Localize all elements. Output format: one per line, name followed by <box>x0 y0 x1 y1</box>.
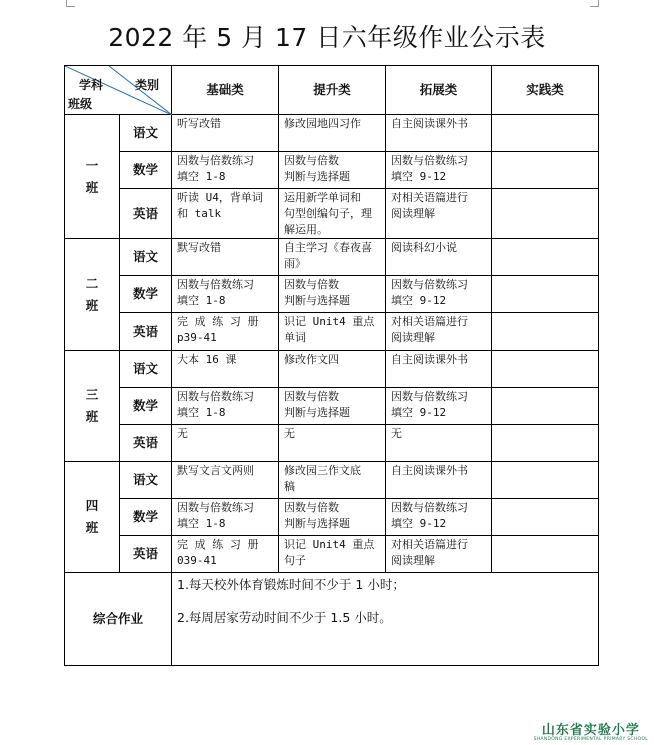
cell-text-line: 因数与倍数练习 <box>391 154 468 167</box>
homework-cell-improve: 修改作文四 <box>279 351 386 388</box>
cell-text-line: 039-41 <box>177 554 217 567</box>
table-row <box>65 115 599 152</box>
homework-cell-basic <box>172 388 279 425</box>
cell-text-line: 填空 9-12 <box>391 517 447 530</box>
subject-cell: 英语 <box>120 536 172 573</box>
homework-cell-practice <box>492 351 599 388</box>
homework-table <box>64 65 599 666</box>
cell-text-line: 句型创编句子，理 <box>284 207 372 220</box>
homework-cell-basic <box>172 189 279 239</box>
homework-cell-practice <box>492 276 599 313</box>
cell-text-line: 因数与倍数练习 <box>177 501 254 514</box>
cell-text-line: 判断与选择题 <box>284 517 350 530</box>
school-logo-english: SHANDONG EXPERIMENTAL PRIMARY SCHOOL <box>533 737 648 742</box>
cell-text-line: 识记 Unit4 重点 <box>284 315 375 328</box>
homework-cell-practice <box>492 536 599 573</box>
homework-cell-improve <box>279 189 386 239</box>
table-row <box>65 351 599 388</box>
cell-text-line: 对相关语篇进行 <box>391 538 468 551</box>
cell-text-line: 因数与倍数练习 <box>177 278 254 291</box>
subject-cell: 数学 <box>120 276 172 313</box>
subject-cell: 英语 <box>120 313 172 351</box>
school-logo <box>534 719 648 742</box>
cell-text-line: 句子 <box>284 554 306 567</box>
subject-cell: 语文 <box>120 351 172 388</box>
cell-text-line: 填空 1-8 <box>177 294 226 307</box>
class-name-line: 二 <box>85 275 99 291</box>
cell-text-line: 因数与倍数 <box>284 390 339 403</box>
table-row <box>65 425 599 462</box>
cell-text-line: 对相关语篇进行 <box>391 315 468 328</box>
homework-cell-extend <box>386 189 492 239</box>
homework-cell-improve <box>279 239 386 276</box>
homework-cell-practice <box>492 313 599 351</box>
column-header-improve: 提升类 <box>279 66 386 115</box>
cell-text-line: 判断与选择题 <box>284 406 350 419</box>
cell-text-line: 填空 9-12 <box>391 294 447 307</box>
homework-cell-extend <box>386 152 492 189</box>
corner-label-category: 类别 <box>135 78 160 92</box>
corner-header-cell <box>65 66 172 115</box>
cell-text-line: p39-41 <box>177 331 217 344</box>
cell-text-line: 填空 1-8 <box>177 406 226 419</box>
homework-cell-basic <box>172 313 279 351</box>
cell-text-line: 填空 1-8 <box>177 517 226 530</box>
cell-text-line: 因数与倍数练习 <box>391 278 468 291</box>
table-row <box>65 152 599 189</box>
homework-cell-improve <box>279 388 386 425</box>
cell-text-line: 阅读理解 <box>391 554 435 567</box>
cell-text-line: 解运用。 <box>284 223 328 236</box>
cell-text-line: 因数与倍数 <box>284 501 339 514</box>
cell-text-line: 填空 9-12 <box>391 170 447 183</box>
homework-cell-basic <box>172 276 279 313</box>
homework-cell-extend <box>386 276 492 313</box>
class-name-line: 三 <box>85 387 99 402</box>
homework-cell-extend <box>386 499 492 536</box>
homework-cell-extend: 自主阅读课外书 <box>386 351 492 388</box>
class-name-line: 班 <box>85 179 99 195</box>
homework-cell-basic: 无 <box>172 425 279 462</box>
table-row <box>65 239 599 276</box>
homework-cell-practice <box>492 499 599 536</box>
general-homework-row <box>65 573 599 666</box>
table-row <box>65 536 599 573</box>
general-homework-item: 2.每周居家劳动时间不少于 1.5 小时。 <box>177 610 392 625</box>
class-name-line: 班 <box>85 520 99 535</box>
corner-crop-mark-right <box>590 0 599 7</box>
homework-cell-practice <box>492 388 599 425</box>
homework-cell-extend: 自主阅读课外书 <box>386 462 492 499</box>
homework-cell-basic <box>172 536 279 573</box>
subject-cell: 语文 <box>120 115 172 152</box>
homework-cell-practice <box>492 462 599 499</box>
column-header-basic: 基础类 <box>172 66 279 115</box>
class-name-line: 班 <box>85 409 99 424</box>
homework-cell-extend <box>386 388 492 425</box>
subject-cell: 语文 <box>120 462 172 499</box>
subject-cell: 英语 <box>120 425 172 462</box>
cell-text-line: 判断与选择题 <box>284 170 350 183</box>
corner-label-subject: 学科 <box>79 78 104 92</box>
table-row <box>65 189 599 239</box>
cell-text-line: 因数与倍数练习 <box>177 390 254 403</box>
homework-cell-practice <box>492 115 599 152</box>
homework-cell-basic <box>172 152 279 189</box>
homework-cell-improve <box>279 152 386 189</box>
subject-cell: 数学 <box>120 152 172 189</box>
page-title: 2022 年 5 月 17 日六年级作业公示表 <box>108 23 546 52</box>
homework-cell-basic: 默写文言文两则 <box>172 462 279 499</box>
class-name-line: 一 <box>85 157 99 173</box>
class-name-line: 班 <box>85 297 99 313</box>
cell-text-line: 稿 <box>284 480 295 493</box>
cell-text-line: 单词 <box>284 331 306 344</box>
general-homework-content <box>172 573 599 666</box>
homework-cell-practice <box>492 189 599 239</box>
homework-cell-basic: 大本 16 课 <box>172 351 279 388</box>
subject-cell: 数学 <box>120 499 172 536</box>
cell-text-line: 听读 U4，背单词 <box>177 191 263 204</box>
homework-cell-improve: 无 <box>279 425 386 462</box>
cell-text-line: 对相关语篇进行 <box>391 191 468 204</box>
homework-cell-extend: 阅读科幻小说 <box>386 239 492 276</box>
homework-cell-improve <box>279 536 386 573</box>
table-row <box>65 499 599 536</box>
class-name-cell <box>65 462 120 573</box>
homework-cell-extend: 无 <box>386 425 492 462</box>
cell-text-line: 雨》 <box>284 257 306 270</box>
cell-text-line: 因数与倍数 <box>284 278 339 291</box>
subject-cell: 语文 <box>120 239 172 276</box>
cell-text-line: 阅读理解 <box>391 207 435 220</box>
homework-cell-improve <box>279 313 386 351</box>
homework-cell-basic: 默写改错 <box>172 239 279 276</box>
cell-text-line: 因数与倍数练习 <box>391 501 468 514</box>
homework-cell-extend: 自主阅读课外书 <box>386 115 492 152</box>
corner-label-class: 班级 <box>68 97 93 111</box>
cell-text-line: 修改园三作文底 <box>284 464 361 477</box>
homework-cell-improve <box>279 462 386 499</box>
homework-cell-practice <box>492 152 599 189</box>
header-row <box>65 66 599 115</box>
cell-text-line: 因数与倍数练习 <box>177 154 254 167</box>
class-name-line: 四 <box>85 498 99 513</box>
class-name-cell <box>65 239 120 351</box>
table-row <box>65 462 599 499</box>
homework-cell-practice <box>492 239 599 276</box>
subject-cell: 英语 <box>120 189 172 239</box>
class-name-cell <box>65 351 120 462</box>
subject-cell: 数学 <box>120 388 172 425</box>
homework-cell-improve <box>279 276 386 313</box>
cell-text-line: 因数与倍数练习 <box>391 390 468 403</box>
homework-cell-extend <box>386 536 492 573</box>
homework-cell-improve <box>279 499 386 536</box>
table-row <box>65 313 599 351</box>
cell-text-line: 判断与选择题 <box>284 294 350 307</box>
corner-crop-mark-left <box>66 0 75 7</box>
column-header-practice: 实践类 <box>492 66 599 115</box>
cell-text-line: 完 成 练 习 册 <box>177 315 259 328</box>
homework-cell-basic <box>172 499 279 536</box>
homework-cell-improve: 修改园地四习作 <box>279 115 386 152</box>
general-homework-item: 1.每天校外体育锻炼时间不少于 1 小时； <box>177 577 405 592</box>
table-row <box>65 276 599 313</box>
school-logo-name: 山东省实验小学 <box>541 723 640 738</box>
cell-text-line: 和 talk <box>177 207 222 220</box>
cell-text-line: 阅读理解 <box>391 331 435 344</box>
cell-text-line: 填空 9-12 <box>391 406 447 419</box>
general-homework-label: 综合作业 <box>65 573 172 666</box>
cell-text-line: 填空 1-8 <box>177 170 226 183</box>
homework-cell-practice <box>492 425 599 462</box>
class-name-cell <box>65 115 120 239</box>
cell-text-line: 运用新学单词和 <box>284 191 361 204</box>
table-row <box>65 388 599 425</box>
cell-text-line: 完 成 练 习 册 <box>177 538 259 551</box>
homework-cell-basic: 听写改错 <box>172 115 279 152</box>
homework-cell-extend <box>386 313 492 351</box>
cell-text-line: 因数与倍数 <box>284 154 339 167</box>
cell-text-line: 自主学习《春夜喜 <box>284 241 372 254</box>
cell-text-line: 识记 Unit4 重点 <box>284 538 375 551</box>
column-header-extend: 拓展类 <box>386 66 492 115</box>
